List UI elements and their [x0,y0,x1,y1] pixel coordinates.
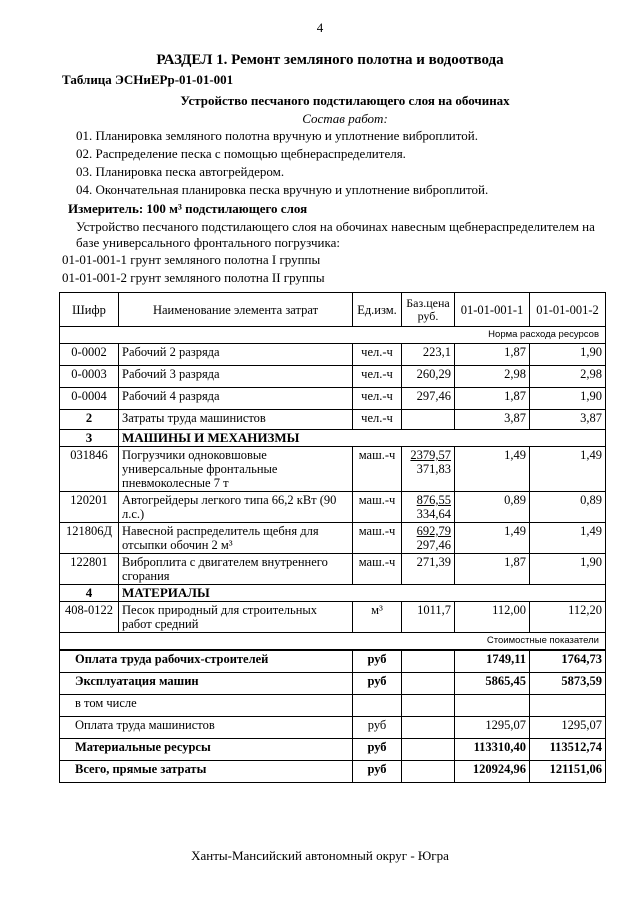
cost-row [60,694,606,716]
row-price-bottom: 334,64 [416,507,451,521]
row-unit: чел.-ч [353,366,402,388]
row-value-1: 3,87 [455,410,530,430]
cost-unit: руб [353,672,402,694]
row-price: 260,29 [402,366,455,388]
cost-value-2: 121151,06 [530,760,606,782]
resource-table [59,292,606,783]
row-price-top: 876,55 [416,493,451,507]
row-name: Погрузчики одноковшовые универсальные фронтальные пневмоколесные 7 т [119,447,353,492]
table-row [60,492,606,523]
row-code: 0-0004 [60,388,119,410]
variant-line: 01-01-001-1 грунт земляного полотна I группы [62,252,321,267]
row-name: Навесной распределитель щебня для отсыпки обочин 2 м³ [119,523,353,554]
row-value-2: 1,90 [530,344,606,366]
cost-name: в том числе [60,694,353,716]
materials-section-row [60,585,606,602]
row-code: 121806Д [60,523,119,554]
row-code: 120201 [60,492,119,523]
row-price-bottom: 371,83 [416,462,451,476]
row-value-1: 0,89 [455,492,530,523]
row-value-1: 112,00 [455,602,530,633]
cost-name: Всего, прямые затраты [60,760,353,782]
row-value-2: 1,90 [530,388,606,410]
cost-value-2: 113512,74 [530,738,606,760]
row-value-1: 1,87 [455,388,530,410]
row-name: Песок природный для строительных работ средний [119,602,353,633]
table-row [60,388,606,410]
row-price-top: 692,79 [416,524,451,538]
variant-line: 01-01-001-2 грунт земляного полотна II группы [62,270,325,285]
cost-row [60,672,606,694]
header-code: Шифр [60,293,119,327]
row-code: 0-0002 [60,344,119,366]
operators-row [60,410,606,430]
section-name: МАШИНЫ И МЕХАНИЗМЫ [119,430,353,447]
cost-unit [353,694,402,716]
row-value-2: 0,89 [530,492,606,523]
cost-value-1: 5865,45 [455,672,530,694]
table-title: Таблица ЭСНиЕРр-01-01-001 [62,72,234,87]
cost-value-1 [455,694,530,716]
row-value-1: 1,49 [455,447,530,492]
row-unit: чел.-ч [353,388,402,410]
cost-value-2: 5873,59 [530,672,606,694]
row-code: 408-0122 [60,602,119,633]
cost-value-1: 1295,07 [455,716,530,738]
section-name: МАТЕРИАЛЫ [119,585,353,602]
work-description: Устройство песчаного подстилающего слоя на обочинах навесным щебнераспределителем на базе универсального фронтального погрузчика: [76,219,595,250]
row-code: 122801 [60,554,119,585]
cost-name: Оплата труда рабочих-строителей [60,650,353,672]
row-unit: маш.-ч [353,523,402,554]
row-code: 031846 [60,447,119,492]
measure-unit: Измеритель: 100 м³ подстилающего слоя [68,201,308,216]
cost-name: Эксплуатация машин [60,672,353,694]
cost-value-1: 113310,40 [455,738,530,760]
cost-value-2 [530,694,606,716]
row-value-2: 2,98 [530,366,606,388]
cost-name: Материальные ресурсы [60,738,353,760]
header-base-price: Баз.цена руб. [402,293,455,327]
row-name: Рабочий 3 разряда [119,366,353,388]
table-row [60,554,606,585]
row-unit: м³ [353,602,402,633]
cost-note: Стоимостные показатели [455,633,606,651]
work-composition-label: Состав работ: [302,111,388,126]
cost-row [60,738,606,760]
row-value-2: 1,49 [530,523,606,554]
row-name: Автогрейдеры легкого типа 66,2 кВт (90 л.с.) [119,492,353,523]
table-row [60,366,606,388]
row-price: 223,1 [402,344,455,366]
row-value-1: 1,87 [455,554,530,585]
header-variant-2: 01-01-001-2 [530,293,606,327]
row-value-2: 3,87 [530,410,606,430]
row-name: Рабочий 4 разряда [119,388,353,410]
section-title: РАЗДЕЛ 1. Ремонт земляного полотна и водоотвода [156,52,504,68]
cost-row [60,650,606,672]
row-price: 271,39 [402,554,455,585]
row-value-1: 2,98 [455,366,530,388]
work-step: 04. Окончательная планировка песка вручную и уплотнение виброплитой. [76,182,489,197]
row-value-2: 112,20 [530,602,606,633]
row-name: Виброплита с двигателем внутреннего сгорания [119,554,353,585]
row-name: Рабочий 2 разряда [119,344,353,366]
section-code: 3 [60,430,119,447]
cost-value-2: 1764,73 [530,650,606,672]
row-value-1: 1,87 [455,344,530,366]
cost-value-1: 1749,11 [455,650,530,672]
header-variant-1: 01-01-001-1 [455,293,530,327]
section-code: 4 [60,585,119,602]
row-unit: маш.-ч [353,554,402,585]
table-row [60,447,606,492]
cost-value-1: 120924,96 [455,760,530,782]
row-unit: чел.-ч [353,410,402,430]
row-price-top: 2379,57 [410,448,451,462]
row-code: 0-0003 [60,366,119,388]
table-row [60,602,606,633]
cost-name: Оплата труда машинистов [60,716,353,738]
row-price: 1011,7 [402,602,455,633]
cost-unit: руб [353,738,402,760]
row-value-1: 1,49 [455,523,530,554]
cost-row [60,760,606,782]
row-price-bottom: 297,46 [416,538,451,552]
page-number: 4 [316,20,324,35]
machines-section-row [60,430,606,447]
work-step: 01. Планировка земляного полотна вручную и уплотнение виброплитой. [76,128,478,143]
norm-note: Норма расхода ресурсов [455,327,606,344]
cost-unit: руб [353,716,402,738]
row-value-2: 1,49 [530,447,606,492]
cost-unit: руб [353,760,402,782]
row-value-2: 1,90 [530,554,606,585]
row-name: Затраты труда машинистов [119,410,353,430]
table-row [60,523,606,554]
header-name: Наименование элемента затрат [119,293,353,327]
row-unit: маш.-ч [353,492,402,523]
work-subtitle: Устройство песчаного подстилающего слоя на обочинах [180,93,510,108]
header-unit: Ед.изм. [353,293,402,327]
row-unit: маш.-ч [353,447,402,492]
footer-region: Ханты-Мансийский автономный округ - Югра [191,848,449,863]
work-step: 02. Распределение песка с помощью щебнераспределителя. [76,146,406,161]
row-unit: чел.-ч [353,344,402,366]
cost-row [60,716,606,738]
row-price: 297,46 [402,388,455,410]
cost-value-2: 1295,07 [530,716,606,738]
work-step: 03. Планировка песка автогрейдером. [76,164,285,179]
cost-unit: руб [353,650,402,672]
table-row [60,344,606,366]
row-code: 2 [60,410,119,430]
